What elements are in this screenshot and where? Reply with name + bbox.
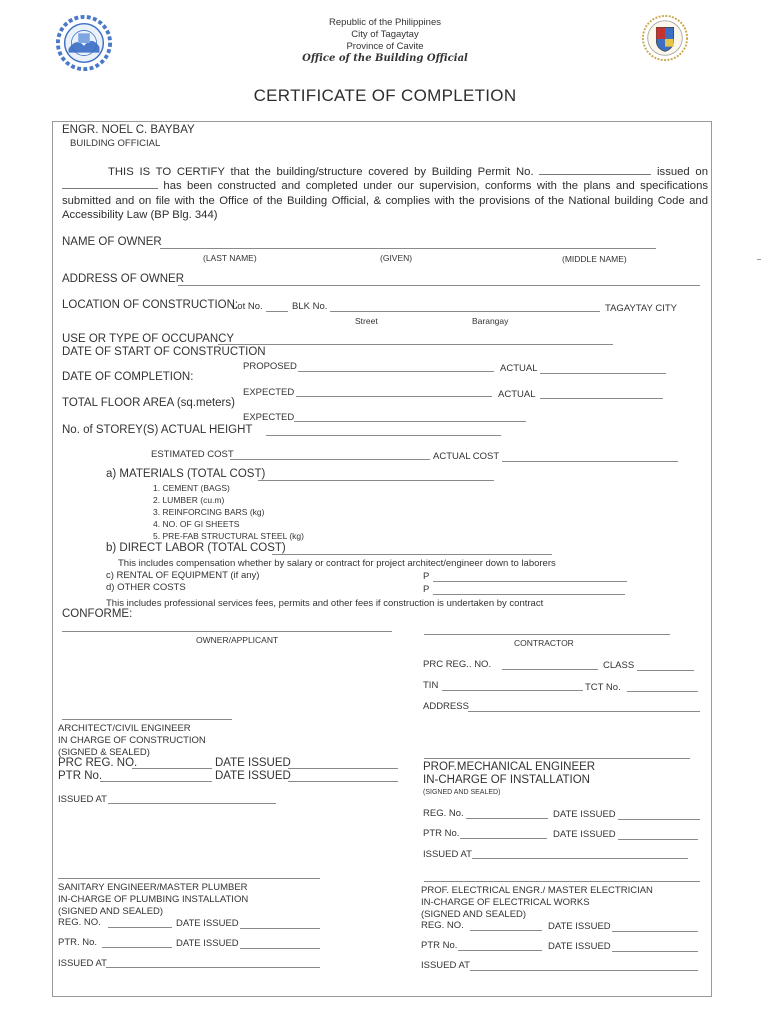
electrical-reg-field[interactable]: [470, 930, 542, 931]
electrical-ptr-field[interactable]: [458, 950, 542, 951]
contractor-prc-label: PRC REG.. NO.: [423, 659, 492, 670]
location-city: TAGAYTAY CITY: [605, 303, 677, 314]
street-caption: Street: [355, 316, 378, 326]
occupancy-label: USE OR TYPE OF OCCUPANCY: [62, 333, 235, 345]
architect-ptr-field[interactable]: [100, 781, 212, 782]
electrical-issued-at-field[interactable]: [470, 970, 698, 971]
document-title: CERTIFICATE OF COMPLETION: [253, 86, 517, 105]
official-name: ENGR. NOEL C. BAYBAY: [62, 124, 195, 136]
sanitary-ptr-date-field[interactable]: [240, 948, 320, 949]
mechanical-title: PROF.MECHANICAL ENGINEER: [423, 761, 596, 773]
material-item: 1. CEMENT (BAGS): [153, 483, 230, 493]
electrical-signature-line[interactable]: [424, 881, 700, 882]
permit-number-field[interactable]: [539, 166, 651, 175]
equipment-rental-peso: P: [423, 571, 430, 582]
official-position: BUILDING OFFICIAL: [70, 138, 161, 149]
contractor-class-label: CLASS: [603, 660, 635, 671]
margin-mark: [757, 259, 761, 260]
direct-labor-label: b) DIRECT LABOR (TOTAL COST): [106, 542, 286, 554]
architect-prc-label: PRC REG. NO.: [58, 757, 138, 769]
letterhead-city: City of Tagaytay: [351, 29, 419, 40]
actual-completion-label: ACTUAL: [498, 389, 536, 400]
other-costs-peso: P: [423, 584, 430, 595]
architect-ptr-date-field[interactable]: [288, 781, 398, 782]
completion-date-label: DATE OF COMPLETION:: [62, 371, 194, 383]
contractor-address-field[interactable]: [468, 711, 700, 712]
owner-address-label: ADDRESS OF OWNER: [62, 273, 185, 285]
architect-issued-at-field[interactable]: [108, 803, 276, 804]
estimated-cost-field[interactable]: [230, 459, 430, 460]
city-seal-icon: [55, 14, 113, 72]
direct-labor-note: This includes compensation whether by salary or contract for project architect/engineer down to laborers: [118, 558, 556, 569]
actual-start-label: ACTUAL: [500, 363, 538, 374]
equipment-rental-label: c) RENTAL OF EQUIPMENT (if any): [106, 570, 260, 581]
contractor-class-field[interactable]: [637, 670, 694, 671]
owner-middle-name-caption: (MIDDLE NAME): [562, 254, 627, 264]
mechanical-issued-at-field[interactable]: [472, 858, 688, 859]
electrical-reg-label: REG. NO.: [421, 920, 464, 931]
block-number-label: BLK No.: [292, 301, 328, 312]
electrical-ptr-date-field[interactable]: [612, 951, 698, 952]
materials-cost-field[interactable]: [258, 480, 494, 481]
electrical-issued-at-label: ISSUED AT: [421, 960, 470, 971]
owner-name-label: NAME OF OWNER: [62, 236, 162, 248]
street-barangay-field[interactable]: [330, 311, 600, 312]
issued-date-field[interactable]: [62, 180, 158, 189]
actual-cost-label: ACTUAL COST: [433, 451, 500, 462]
storeys-height-label: No. of STOREY(S) ACTUAL HEIGHT: [62, 424, 253, 436]
sanitary-signature-line[interactable]: [58, 878, 320, 879]
contractor-tct-label: TCT No.: [585, 682, 621, 693]
sanitary-ptr-label: PTR. No.: [58, 937, 98, 948]
owner-address-field[interactable]: [178, 285, 700, 286]
mechanical-ptr-date-field[interactable]: [618, 839, 698, 840]
expected-floor-area-label: EXPECTED: [243, 412, 295, 423]
letterhead: [260, 17, 510, 65]
expected-completion-field[interactable]: [296, 396, 492, 397]
direct-labor-field[interactable]: [272, 554, 552, 555]
contractor-signature-line[interactable]: [424, 634, 670, 635]
mechanical-signature-line[interactable]: [424, 758, 690, 759]
electrical-ptr-label: PTR No.: [421, 940, 458, 951]
electrical-reg-date-label: DATE ISSUED: [548, 921, 611, 932]
proposed-start-field[interactable]: [298, 371, 494, 372]
other-costs-field[interactable]: [433, 594, 625, 595]
architect-prc-field[interactable]: [132, 768, 212, 769]
estimated-cost-label: ESTIMATED COST: [151, 449, 234, 460]
lot-number-field[interactable]: [266, 311, 288, 312]
sanitary-sealed-note: (SIGNED AND SEALED): [58, 906, 164, 917]
architect-prc-date-label: DATE ISSUED: [215, 757, 291, 769]
building-official-seal-icon: [641, 14, 689, 62]
storeys-height-field[interactable]: [266, 435, 501, 436]
certify-on: on: [695, 166, 708, 178]
sanitary-reg-field[interactable]: [108, 927, 172, 928]
other-costs-note: This includes professional services fees, permits and other fees if construction is undertaken by contract: [106, 598, 544, 609]
equipment-rental-field[interactable]: [433, 581, 627, 582]
barangay-caption: Barangay: [472, 316, 509, 326]
sanitary-reg-label: REG. NO.: [58, 917, 101, 928]
occupancy-field[interactable]: [218, 344, 613, 345]
sanitary-ptr-date-label: DATE ISSUED: [176, 938, 239, 949]
mechanical-role: IN-CHARGE OF INSTALLATION: [423, 774, 590, 786]
sanitary-issued-at-label: ISSUED AT: [58, 958, 107, 969]
contractor-address-label: ADDRESS: [423, 701, 469, 712]
sanitary-role: IN-CHARGE OF PLUMBING INSTALLATION: [58, 894, 249, 905]
certify-text-1: THIS IS TO CERTIFY that the building/structure covered by Building Permit No.: [108, 166, 534, 178]
sanitary-ptr-field[interactable]: [102, 947, 172, 948]
electrical-ptr-date-label: DATE ISSUED: [548, 941, 611, 952]
mechanical-reg-date-label: DATE ISSUED: [553, 809, 616, 820]
sanitary-issued-at-field[interactable]: [106, 967, 320, 968]
letterhead-province: Province of Cavite: [346, 41, 424, 52]
owner-name-field[interactable]: [160, 248, 656, 249]
architect-issued-at-label: ISSUED AT: [58, 794, 107, 805]
mechanical-reg-label: REG. No.: [423, 808, 464, 819]
contractor-tct-field[interactable]: [627, 691, 698, 692]
materials-label: a) MATERIALS (TOTAL COST): [106, 468, 266, 480]
architect-title: ARCHITECT/CIVIL ENGINEER: [58, 723, 191, 734]
start-date-label: DATE OF START OF CONSTRUCTION: [62, 346, 266, 358]
material-item: 4. NO. OF GI SHEETS: [153, 519, 240, 529]
letterhead-office: Office of the Building Official: [302, 53, 468, 64]
architect-role: IN CHARGE OF CONSTRUCTION: [58, 735, 206, 746]
actual-cost-field[interactable]: [502, 461, 678, 462]
proposed-start-label: PROPOSED: [243, 361, 297, 372]
architect-ptr-label: PTR No.: [58, 770, 103, 782]
architect-ptr-date-label: DATE ISSUED: [215, 770, 291, 782]
other-costs-label: d) OTHER COSTS: [106, 582, 186, 593]
mechanical-issued-at-label: ISSUED AT: [423, 849, 472, 860]
mechanical-sealed-note: (SIGNED AND SEALED): [423, 789, 501, 796]
certify-issued: issued: [657, 166, 690, 178]
architect-sealed-note: (SIGNED & SEALED): [58, 747, 150, 758]
electrical-title: PROF. ELECTRICAL ENGR./ MASTER ELECTRICIAN: [421, 885, 653, 896]
contractor-tin-field[interactable]: [442, 690, 583, 691]
contractor-prc-field[interactable]: [502, 669, 598, 670]
certify-text-2: has been constructed and completed under our supervision, conforms with the plans and specifications submitted and on file with the Office of the Building Official, & complies with the provisions of the National building Code and Accessibility Law (BP Blg. 344): [62, 180, 708, 221]
certification-paragraph: [62, 165, 708, 222]
electrical-sealed-note: (SIGNED AND SEALED): [421, 909, 527, 920]
architect-signature-line[interactable]: [62, 719, 232, 720]
material-item: 5. PRE-FAB STRUCTURAL STEEL (kg): [153, 531, 304, 541]
mechanical-reg-field[interactable]: [466, 818, 548, 819]
material-item: 3. REINFORCING BARS (kg): [153, 507, 265, 517]
architect-prc-date-field[interactable]: [288, 768, 398, 769]
owner-signature-line[interactable]: [62, 631, 392, 632]
owner-applicant-caption: OWNER/APPLICANT: [196, 635, 279, 645]
electrical-reg-date-field[interactable]: [612, 931, 698, 932]
material-item: 2. LUMBER (cu.m): [153, 495, 225, 505]
actual-completion-field[interactable]: [540, 398, 663, 399]
mechanical-reg-date-field[interactable]: [618, 819, 700, 820]
mechanical-ptr-label: PTR No.: [423, 828, 460, 839]
floor-area-field[interactable]: [294, 421, 526, 422]
sanitary-reg-date-label: DATE ISSUED: [176, 918, 239, 929]
actual-start-field[interactable]: [540, 373, 666, 374]
mechanical-ptr-date-label: DATE ISSUED: [553, 829, 616, 840]
mechanical-ptr-field[interactable]: [460, 838, 547, 839]
sanitary-title: SANITARY ENGINEER/MASTER PLUMBER: [58, 882, 248, 893]
owner-given-caption: (GIVEN): [380, 253, 413, 263]
location-label: LOCATION OF CONSTRUCTION:: [62, 299, 239, 311]
owner-last-name-caption: (LAST NAME): [203, 253, 257, 263]
conforme-label: CONFORME:: [62, 608, 133, 620]
letterhead-republic: Republic of the Philippines: [329, 17, 441, 28]
floor-area-label: TOTAL FLOOR AREA (sq.meters): [62, 397, 235, 409]
electrical-role: IN-CHARGE OF ELECTRICAL WORKS: [421, 897, 590, 908]
sanitary-reg-date-field[interactable]: [240, 928, 320, 929]
contractor-caption: CONTRACTOR: [514, 638, 574, 648]
lot-number-label: Lot No.: [232, 301, 263, 312]
contractor-tin-label: TIN: [423, 680, 439, 691]
expected-completion-label: EXPECTED: [243, 387, 295, 398]
